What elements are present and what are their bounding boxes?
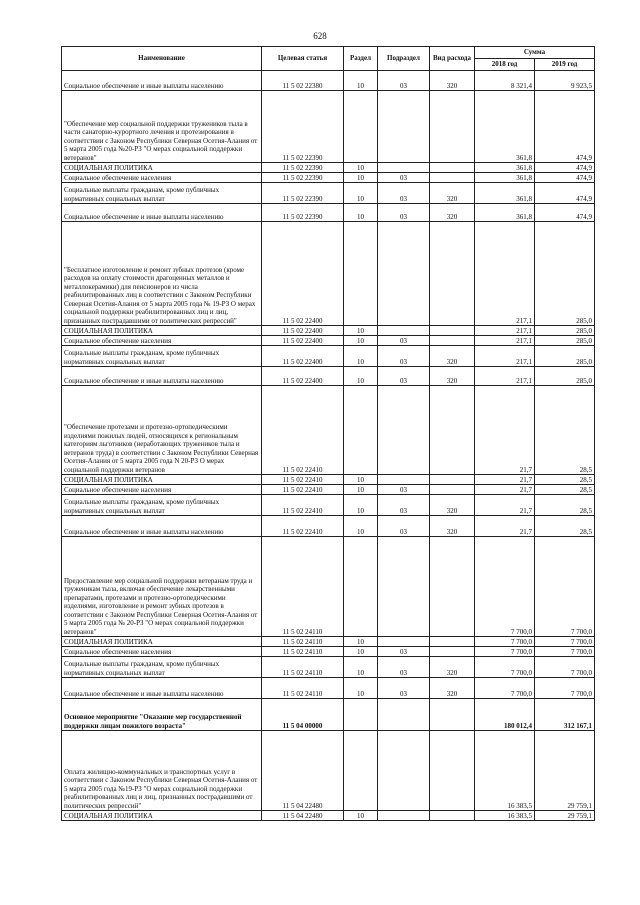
row-subsection: 03	[378, 336, 430, 346]
row-expense-type	[430, 163, 475, 173]
row-subsection: 03	[378, 71, 430, 91]
row-sum-2018: 16 383,5	[475, 811, 535, 821]
row-expense-type	[430, 699, 475, 731]
row-subsection	[378, 731, 430, 811]
table-row	[62, 91, 595, 163]
row-name: СОЦИАЛЬНАЯ ПОЛИТИКА	[62, 326, 262, 336]
row-expense-type	[430, 173, 475, 183]
header-subsection: Подраздел	[378, 47, 430, 71]
table-row	[62, 657, 595, 678]
row-name: СОЦИАЛЬНАЯ ПОЛИТИКА	[62, 163, 262, 173]
row-sum-2018: 21,7	[475, 516, 535, 537]
row-sum-2018: 21,7	[475, 495, 535, 516]
row-section: 10	[344, 71, 378, 91]
row-section	[344, 699, 378, 731]
row-section: 10	[344, 516, 378, 537]
header-2018: 2018 год	[475, 59, 535, 71]
row-sum-2018: 8 321,4	[475, 71, 535, 91]
row-section: 10	[344, 657, 378, 678]
row-subsection	[378, 91, 430, 163]
row-article: 11 5 02 24110	[262, 537, 344, 637]
row-section: 10	[344, 367, 378, 386]
row-article: 11 5 02 24110	[262, 657, 344, 678]
row-sum-2019: 29 759,1	[535, 811, 595, 821]
row-name: Социальное обеспечение населения	[62, 647, 262, 657]
row-subsection	[378, 222, 430, 326]
page-number: 628	[313, 31, 327, 41]
row-sum-2018: 21,7	[475, 485, 535, 495]
row-name: Социальное обеспечение и иные выплаты населению	[62, 516, 262, 537]
row-expense-type: 320	[430, 204, 475, 222]
row-name: Социальные выплаты гражданам, кроме публичных нормативных социальных выплат	[62, 657, 262, 678]
row-sum-2019: 7 700,0	[535, 537, 595, 637]
row-section: 10	[344, 326, 378, 336]
row-expense-type	[430, 647, 475, 657]
row-sum-2019: 312 167,1	[535, 699, 595, 731]
row-sum-2019: 28,5	[535, 516, 595, 537]
row-sum-2018: 217,1	[475, 367, 535, 386]
row-expense-type	[430, 475, 475, 485]
row-sum-2019: 28,5	[535, 485, 595, 495]
table-row	[62, 516, 595, 537]
row-article: 11 5 02 22400	[262, 222, 344, 326]
row-article: 11 5 02 24110	[262, 678, 344, 699]
row-sum-2018: 361,8	[475, 173, 535, 183]
row-sum-2018: 21,7	[475, 386, 535, 475]
row-expense-type: 320	[430, 183, 475, 204]
row-sum-2019: 285,0	[535, 367, 595, 386]
row-subsection: 03	[378, 183, 430, 204]
row-article: 11 5 02 22380	[262, 71, 344, 91]
row-sum-2019: 7 700,0	[535, 647, 595, 657]
row-expense-type: 320	[430, 657, 475, 678]
row-name: СОЦИАЛЬНАЯ ПОЛИТИКА	[62, 475, 262, 485]
header-2019: 2019 год	[535, 59, 595, 71]
row-subsection: 03	[378, 485, 430, 495]
row-subsection: 03	[378, 647, 430, 657]
row-section: 10	[344, 811, 378, 821]
row-sum-2019: 285,0	[535, 326, 595, 336]
row-expense-type: 320	[430, 516, 475, 537]
row-section	[344, 91, 378, 163]
row-sum-2018: 7 700,0	[475, 678, 535, 699]
row-article: 11 5 02 22390	[262, 183, 344, 204]
table-row	[62, 731, 595, 811]
header-article: Целевая статья	[262, 47, 344, 71]
row-section	[344, 386, 378, 475]
row-name: СОЦИАЛЬНАЯ ПОЛИТИКА	[62, 637, 262, 647]
row-subsection: 03	[378, 495, 430, 516]
table-row	[62, 811, 595, 821]
row-subsection	[378, 163, 430, 173]
table-row	[62, 222, 595, 326]
row-name: Социальные выплаты гражданам, кроме публичных нормативных социальных выплат	[62, 495, 262, 516]
budget-table	[61, 46, 595, 821]
row-article: 11 5 02 24110	[262, 637, 344, 647]
row-expense-type: 320	[430, 71, 475, 91]
table-row	[62, 346, 595, 367]
row-section: 10	[344, 204, 378, 222]
row-article: 11 5 02 22400	[262, 367, 344, 386]
row-sum-2019: 285,0	[535, 222, 595, 326]
row-article: 11 5 02 22410	[262, 485, 344, 495]
row-article: 11 5 02 22400	[262, 326, 344, 336]
row-sum-2018: 217,1	[475, 326, 535, 336]
row-name: Предоставление мер социальной поддержки ветеранам труда и труженикам тыла, включая обеспечение лекарственными препаратами, протезами и протезно-ортопедическими изделиями, изготовление и ремонт зубных протезов в соответствии с Законом Республики Северная Осетия-Алания от 5 марта 2005 года № 20-РЗ "О мерах социальной поддержки ветеранов"	[62, 537, 262, 637]
row-expense-type	[430, 485, 475, 495]
table-row	[62, 647, 595, 657]
row-expense-type: 320	[430, 367, 475, 386]
table-row	[62, 71, 595, 91]
row-expense-type	[430, 386, 475, 475]
row-name: Социальное обеспечение и иные выплаты населению	[62, 204, 262, 222]
row-name: "Обеспечение мер социальной поддержки тружеников тыла в части санаторно-курортного лечения и протезирования в соответствии с Законом Республики Северная Осетия-Алания от 5 марта 2005 года №20-РЗ "О мерах социальной поддержки ветеранов"	[62, 91, 262, 163]
row-sum-2018: 7 700,0	[475, 647, 535, 657]
row-subsection	[378, 475, 430, 485]
row-section: 10	[344, 163, 378, 173]
row-section: 10	[344, 336, 378, 346]
table-row	[62, 495, 595, 516]
row-sum-2018: 16 383,5	[475, 731, 535, 811]
row-sum-2018: 361,8	[475, 91, 535, 163]
row-article: 11 5 02 22410	[262, 386, 344, 475]
row-subsection: 03	[378, 678, 430, 699]
row-sum-2018: 180 012,4	[475, 699, 535, 731]
row-article: 11 5 04 22480	[262, 811, 344, 821]
row-article: 11 5 04 22480	[262, 731, 344, 811]
row-subsection: 03	[378, 346, 430, 367]
table-row	[62, 326, 595, 336]
row-expense-type	[430, 336, 475, 346]
row-sum-2018: 217,1	[475, 336, 535, 346]
row-expense-type	[430, 326, 475, 336]
table-row	[62, 163, 595, 173]
row-section: 10	[344, 678, 378, 699]
row-section: 10	[344, 637, 378, 647]
row-expense-type: 320	[430, 495, 475, 516]
row-sum-2018: 217,1	[475, 346, 535, 367]
row-sum-2019: 474,9	[535, 173, 595, 183]
header-name: Наименование	[62, 47, 262, 71]
row-sum-2019: 285,0	[535, 346, 595, 367]
row-expense-type	[430, 731, 475, 811]
header-sum: Сумма	[475, 47, 595, 59]
row-sum-2019: 474,9	[535, 91, 595, 163]
row-section: 10	[344, 346, 378, 367]
row-article: 11 5 02 22390	[262, 173, 344, 183]
row-article: 11 5 02 22410	[262, 495, 344, 516]
table-row	[62, 699, 595, 731]
row-article: 11 5 02 24110	[262, 647, 344, 657]
row-sum-2019: 28,5	[535, 475, 595, 485]
row-name: Социальное обеспечение населения	[62, 485, 262, 495]
row-section: 10	[344, 183, 378, 204]
row-article: 11 5 02 22390	[262, 163, 344, 173]
row-sum-2019: 7 700,0	[535, 637, 595, 647]
row-subsection: 03	[378, 367, 430, 386]
row-expense-type: 320	[430, 678, 475, 699]
row-sum-2018: 217,1	[475, 222, 535, 326]
table-row	[62, 637, 595, 647]
table-row	[62, 204, 595, 222]
header-expense-type: Вид расхода	[430, 47, 475, 71]
row-name: Социальные выплаты гражданам, кроме публичных нормативных социальных выплат	[62, 346, 262, 367]
row-expense-type: 320	[430, 346, 475, 367]
row-section	[344, 222, 378, 326]
row-subsection	[378, 537, 430, 637]
row-sum-2018: 361,8	[475, 204, 535, 222]
row-sum-2019: 285,0	[535, 336, 595, 346]
row-subsection	[378, 326, 430, 336]
row-article: 11 5 02 22390	[262, 91, 344, 163]
row-sum-2019: 9 923,5	[535, 71, 595, 91]
row-sum-2018: 361,8	[475, 163, 535, 173]
table-body	[62, 71, 595, 821]
row-subsection	[378, 811, 430, 821]
row-name: "Обеспечение протезами и протезно-ортопедическими изделиями пожилых людей, относящихся к региональным категориям льготников (неработающих тружеников тыла и ветеранов труда) в соответствии с Законом Республики Северная Осетия-Алания от 5 марта 2005 года N 20-РЗ О мерах социальной поддержки ветеранов	[62, 386, 262, 475]
row-name: Социальное обеспечение населения	[62, 336, 262, 346]
row-sum-2019: 7 700,0	[535, 678, 595, 699]
row-article: 11 5 02 22410	[262, 475, 344, 485]
row-section	[344, 731, 378, 811]
table-row	[62, 678, 595, 699]
row-expense-type	[430, 637, 475, 647]
row-name: Основное мероприятие "Оказание мер государственной поддержки лицам пожилого возраста"	[62, 699, 262, 731]
row-sum-2018: 7 700,0	[475, 637, 535, 647]
row-section: 10	[344, 495, 378, 516]
row-sum-2018: 7 700,0	[475, 537, 535, 637]
row-article: 11 5 04 00000	[262, 699, 344, 731]
row-article: 11 5 02 22410	[262, 516, 344, 537]
table-row	[62, 537, 595, 637]
row-sum-2019: 7 700,0	[535, 657, 595, 678]
table-row	[62, 183, 595, 204]
row-expense-type	[430, 222, 475, 326]
row-article: 11 5 02 22400	[262, 336, 344, 346]
row-expense-type	[430, 811, 475, 821]
table-row	[62, 475, 595, 485]
row-subsection: 03	[378, 173, 430, 183]
row-sum-2018: 7 700,0	[475, 657, 535, 678]
table-row	[62, 173, 595, 183]
table-row	[62, 386, 595, 475]
row-name: Социальные выплаты гражданам, кроме публичных нормативных социальных выплат	[62, 183, 262, 204]
row-section: 10	[344, 485, 378, 495]
row-section	[344, 537, 378, 637]
header-section: Раздел	[344, 47, 378, 71]
row-subsection	[378, 386, 430, 475]
row-subsection: 03	[378, 657, 430, 678]
row-article: 11 5 02 22390	[262, 204, 344, 222]
row-sum-2019: 29 759,1	[535, 731, 595, 811]
row-name: Социальное обеспечение и иные выплаты населению	[62, 678, 262, 699]
row-name: СОЦИАЛЬНАЯ ПОЛИТИКА	[62, 811, 262, 821]
row-name: "Бесплатное изготовление и ремонт зубных протезов (кроме расходов на оплату стоимости драгоценных металлов и металлокерамики) для пенсионеров из числа реабилитированных лиц в соответствии с Законом Республики Северная Осетия-Алания от 5 марта 2005 года № 19-РЗ О мерах социальной поддержки реабилитированных лиц и лиц, признанных пострадавшими от политических репрессий"	[62, 222, 262, 326]
row-section: 10	[344, 475, 378, 485]
row-sum-2018: 361,8	[475, 183, 535, 204]
row-expense-type	[430, 91, 475, 163]
row-subsection: 03	[378, 516, 430, 537]
row-article: 11 5 02 22400	[262, 346, 344, 367]
row-section: 10	[344, 647, 378, 657]
row-sum-2019: 28,5	[535, 386, 595, 475]
row-section: 10	[344, 173, 378, 183]
table-row	[62, 367, 595, 386]
row-sum-2019: 474,9	[535, 204, 595, 222]
row-name: Оплата жилищно-коммунальных и транспортных услуг в соответствии с Законом Республики Северная Осетия-Алания от 5 марта 2005 года №19-РЗ "О мерах социальной поддержки реабилитированных лиц и лиц, признанных пострадавшими от политических репрессий"	[62, 731, 262, 811]
row-name: Социальное обеспечение населения	[62, 173, 262, 183]
row-subsection	[378, 699, 430, 731]
row-expense-type	[430, 537, 475, 637]
table-row	[62, 336, 595, 346]
row-sum-2019: 474,9	[535, 163, 595, 173]
row-sum-2018: 21,7	[475, 475, 535, 485]
table-row	[62, 485, 595, 495]
row-sum-2019: 28,5	[535, 495, 595, 516]
row-sum-2019: 474,9	[535, 183, 595, 204]
row-subsection: 03	[378, 204, 430, 222]
row-name: Социальное обеспечение и иные выплаты населению	[62, 71, 262, 91]
row-name: Социальное обеспечение и иные выплаты населению	[62, 367, 262, 386]
row-subsection	[378, 637, 430, 647]
